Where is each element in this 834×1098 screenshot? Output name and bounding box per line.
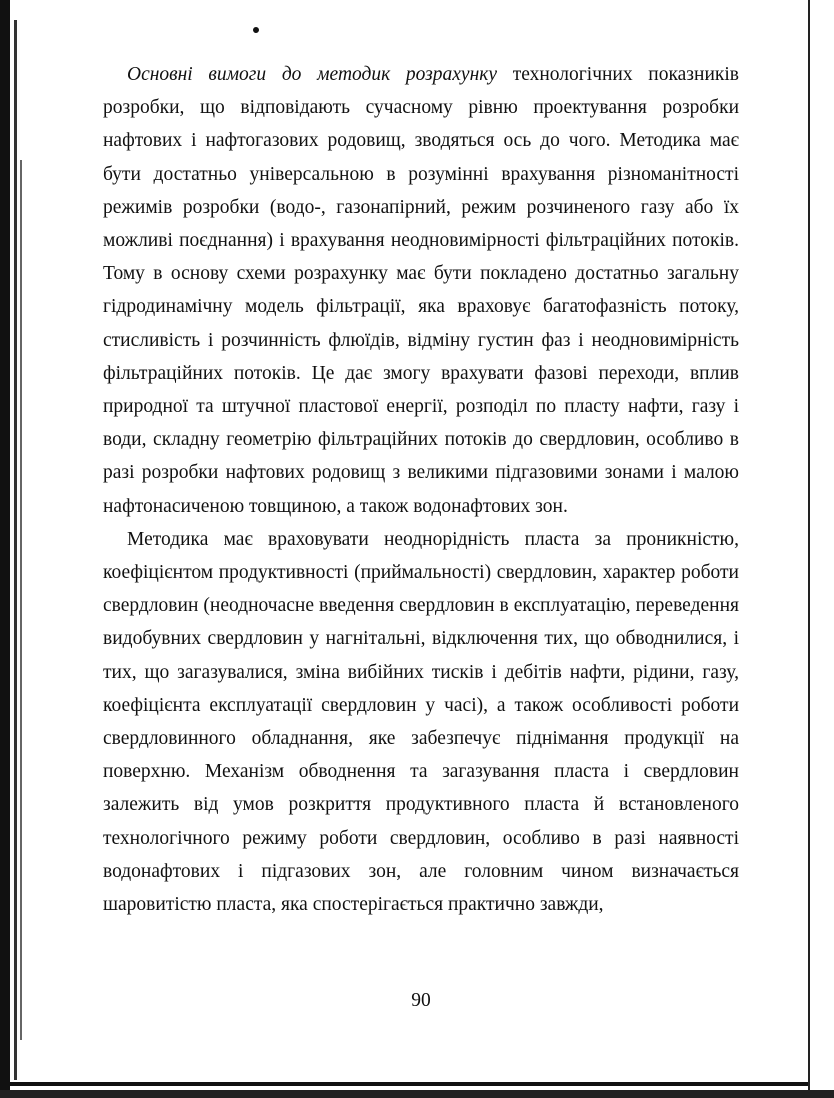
paragraph-text: технологічних показників розробки, що відповідають сучасному рівню проектування розробки нафтових і нафтогазових родовищ, зводяться ось до чого. Методика має бути достатньо універсальною в розумінні врахування різноманітності режимів розробки (водо-, газонапірний, режим розчиненого газу або їх можливі поєднання) і врахування неодновимірності фільтраційних потоків. Тому в основу схеми розрахунку має бути покладено достатньо загальну гідродинамічну модель фільтрації, яка враховує багатофазність потоку, стисливість і розчинність флюїдів, відміну густин фаз і неодновимірність фільтраційних потоків. Це дає змогу врахувати фазові переходи, вплив природної та штучної пластової енергії, розподіл по пласту нафти, газу і води, складну геометрію фільтраційних потоків до свердловин, особливо в разі розробки нафтових родовищ з великими підгазовими зонами і малою нафтонасиченою товщиною, а також водонафтових зон. <box>103 64 739 517</box>
page-number <box>0 990 834 1012</box>
page-body <box>103 58 739 921</box>
scan-page-edge-right <box>808 0 810 1090</box>
paragraph-lead-italic: Основні вимоги до методик розрахунку <box>127 64 498 85</box>
paragraph-text: Методика має враховувати неоднорідність пласта за проникністю, коефіцієнтом продуктивності (приймальності) свердловин, характер роботи свердловин (неодночасне введення свердловин в експлуатацію, переведення видобувних свердловин у нагнітальні, відключення тих, що обводнилися, і тих, що загазувалися, зміна вибійних тисків і дебітів нафти, рідини, газу, коефіцієнта експлуатації свердловин у часі), а також особливості роботи свердловинного обладнання, яке забезпечує піднімання продукції на поверхню. Механізм обводнення та загазування пласта і свердловин залежить від умов розкриття продуктивного пласта й встановленого технологічного режиму роботи свердловин, особливо в разі наявності водонафтових і підгазових зон, але головним чином визначається шаровитістю пласта, яка спостерігається практично завжди, <box>103 528 739 916</box>
scan-speck <box>253 27 259 33</box>
scan-binding-edge <box>0 0 10 1098</box>
paragraph-2 <box>103 523 739 921</box>
scan-binding-line <box>14 20 17 1080</box>
scan-page-edge-bottom <box>0 1082 808 1086</box>
scan-binding-line <box>20 160 22 1040</box>
page-number-label: 90 <box>411 990 431 1011</box>
paragraph-1 <box>103 58 739 523</box>
scan-page-edge-bottom <box>0 1090 834 1098</box>
